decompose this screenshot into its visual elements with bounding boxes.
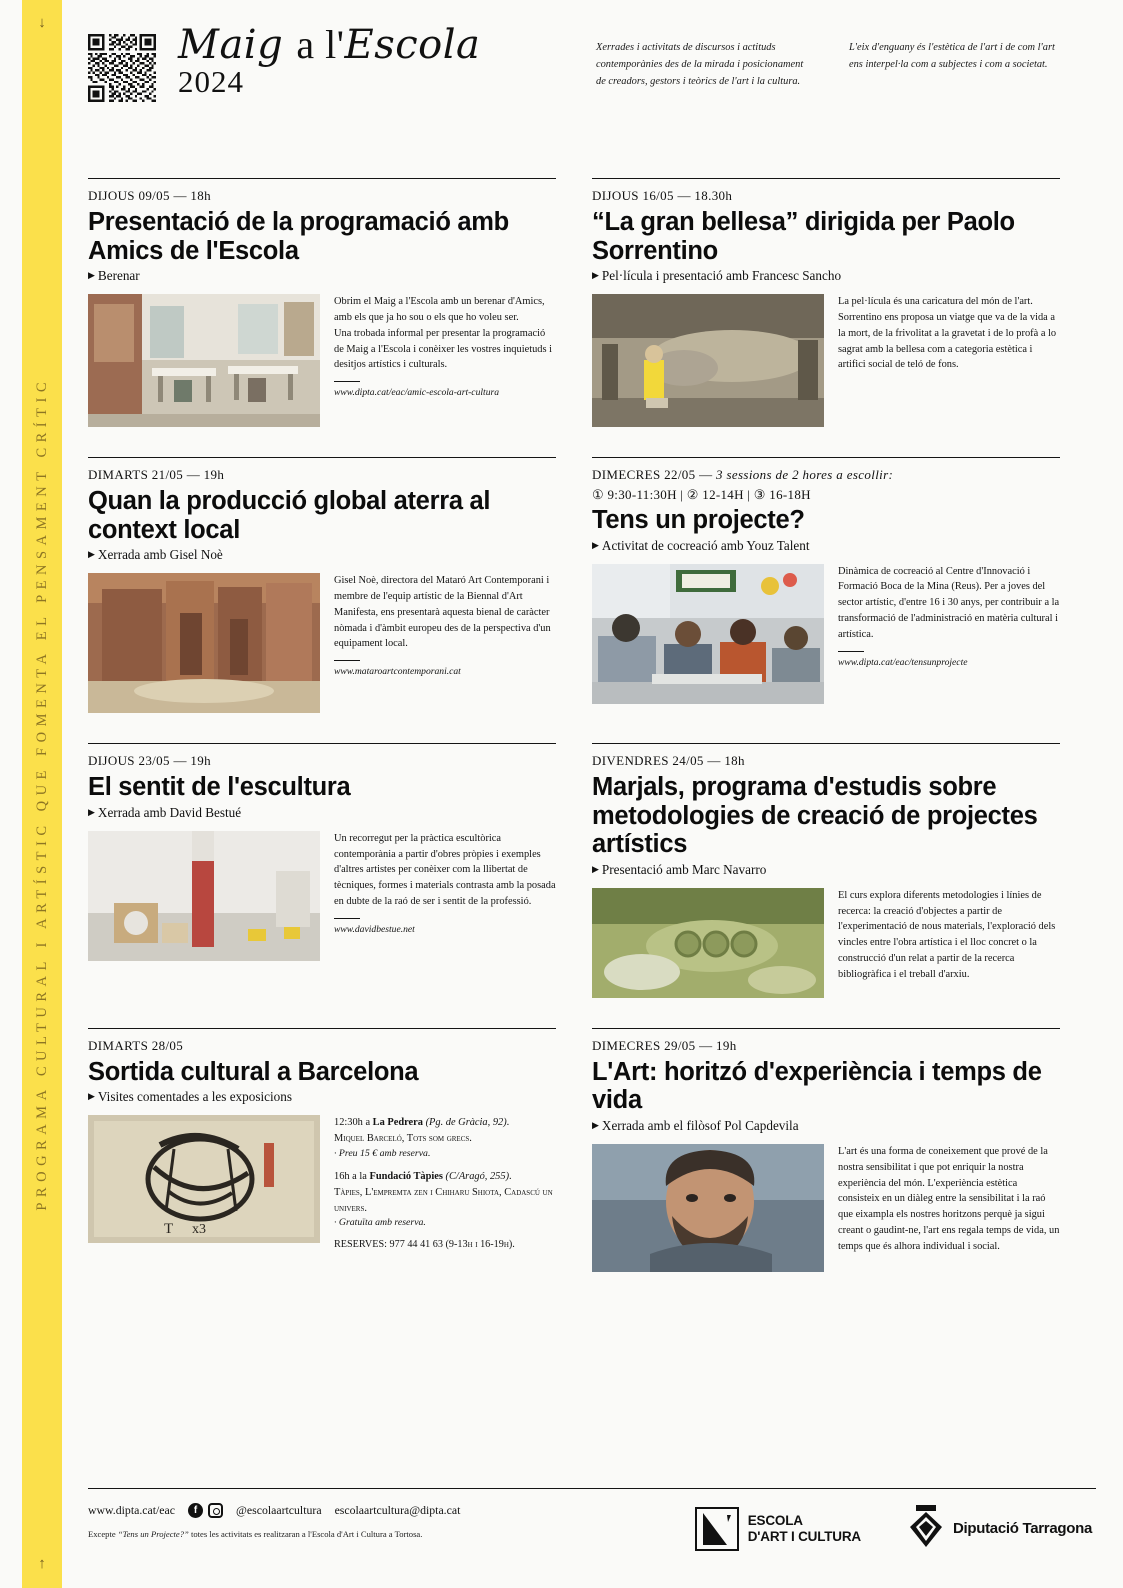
event-description: La pel·lícula és una caricatura del món de l'art. Sorrentino ens proposa un viatge que va de la vida a la mort, de la frivolitat a la gravetat i de lo profà a lo sagrat amb la bellesa com a categoria estètica i artifici social de teló de fons. (838, 296, 1057, 371)
event-subtitle (592, 862, 1060, 878)
event-date-text: DIMECRES 22/05 — (592, 467, 717, 483)
event-date: DIMARTS 28/05 (88, 1037, 184, 1053)
event-date: DIMARTS 21/05 — 19h (88, 467, 225, 483)
title-word-maig: Maig (178, 22, 284, 68)
event-text (334, 1115, 556, 1249)
qr-code-icon[interactable] (88, 34, 156, 102)
event-subtitle-text: Xerrada amb David Bestué (97, 804, 242, 820)
footer-note-pre: Excepte (88, 1529, 118, 1539)
url-separator (838, 651, 864, 652)
event-subtitle-text: Xerrada amb el filòsof Pol Capdevila (601, 1117, 799, 1133)
event-subtitle-text: Berenar (97, 268, 140, 284)
event-text (838, 1144, 1060, 1272)
event-card-4[interactable] (88, 743, 568, 998)
page-title (178, 24, 480, 66)
footer-social-icons (188, 1503, 223, 1518)
url-separator (334, 660, 360, 661)
visit-detail: Miquel Barceló, Tots som grecs. (334, 1132, 472, 1144)
url-separator (334, 381, 360, 382)
event-subtitle-text: Activitat de cocreació amb Youz Talent (601, 537, 810, 553)
event-subtitle (592, 268, 1060, 284)
diputacio-logo-text: Diputació Tarragona (952, 1520, 1092, 1537)
event-photo-portrait-man (592, 1144, 824, 1272)
visit-item: 12:30h a La Pedrera (Pg. de Gràcia, 92). Miquel Barceló, Tots som grecs. · Preu 15 € amb reserva. (334, 1115, 556, 1161)
event-subtitle (88, 547, 556, 563)
bullet-triangle-icon: ▶ (88, 549, 95, 560)
event-photo-sculpture-gallery (88, 831, 320, 961)
visit-address: (C/Aragó, 255) (442, 1171, 510, 1183)
footer-website[interactable]: www.dipta.cat/eac (88, 1503, 176, 1517)
event-body (88, 1115, 556, 1249)
event-title: L'Art: horitzó d'experiència i temps de vida (592, 1057, 1042, 1115)
event-text (838, 564, 1060, 704)
footer-contact-line (88, 1503, 695, 1518)
event-text (334, 831, 556, 961)
event-url[interactable]: www.dipta.cat/eac/amic-escola-art-cultura (334, 387, 500, 399)
facebook-icon[interactable]: f (188, 1503, 203, 1518)
event-description: L'art és una forma de coneixement que prové de la nostra sensibilitat i que pot enriquir la nostra experiència del món. L'experiència estètica consisteix en un diàleg entre la sensibilitat i la raó que eixampla els nostres horitzons perquè ja sigui creant o gaudint-ne, l'art ens regala temps de vida, un temps que és alhora individual i social. (838, 1145, 1060, 1252)
visit-reservations: RESERVES: 977 44 41 63 (9-13h i 16-19h). (334, 1238, 515, 1250)
title-year: 2024 (178, 64, 244, 99)
divider (592, 178, 1060, 179)
bullet-triangle-icon: ▶ (592, 1119, 599, 1130)
event-card-2[interactable] (88, 457, 568, 713)
event-photo-brick-architecture (88, 573, 320, 713)
event-subtitle-text: Xerrada amb Gisel Noè (97, 547, 223, 563)
event-subtitle (592, 1118, 1060, 1134)
poster-title-wrap (178, 24, 480, 100)
event-body (592, 888, 1060, 998)
visit-time: 16h a la (334, 1171, 370, 1183)
bullet-triangle-icon: ▶ (592, 270, 599, 281)
event-card-1[interactable] (592, 178, 1072, 427)
event-title: Marjals, programa d'estudis sobre metodologies de creació de projectes artístics (592, 773, 1038, 859)
event-photo-green-material-closeup (592, 888, 824, 998)
diputacio-crest-icon (907, 1503, 945, 1554)
escola-mark-icon (695, 1507, 739, 1551)
escola-logo-line2: D'ART I CULTURA (747, 1528, 861, 1544)
visit-time: 12:30h a (334, 1117, 373, 1129)
events-row (88, 457, 1096, 713)
event-title: “La gran bellesa” dirigida per Paolo Sorrentino (592, 208, 1015, 265)
event-subtitle-text: Pel·lícula i presentació amb Francesc Sancho (601, 268, 842, 284)
visit-item: 16h a la Fundació Tàpies (C/Aragó, 255). Tàpies, L'empremta zen i Chiharu Shiota, Cadascú un univers. · Gratuïta amb reserva. (334, 1169, 556, 1231)
event-description: El curs explora diferents metodologies i línies de recerca: la creació d'objectes a partir de l'experimentació de nous materials, l'exploració dels vincles entre l'obra artística i el lloc concret o la construcció d'un relat a partir de la recerca bibliogràfica i el treball d'arxiu. (838, 889, 1056, 980)
event-body (88, 573, 556, 713)
event-title: Sortida cultural a Barcelona (88, 1057, 419, 1086)
visit-note: · Preu 15 € amb reserva. (334, 1147, 431, 1159)
footer-inner (88, 1503, 1096, 1554)
bullet-triangle-icon: ▶ (592, 863, 599, 874)
footer-handle[interactable]: @escolaartcultura (236, 1503, 322, 1517)
blurb-left: Xerrades i activitats de discursos i actituds contemporànies des de la mirada i posicionament de creadors, gestors i teòrics de l'art i la cultura. (596, 42, 804, 87)
title-word-escola: Escola (344, 22, 481, 68)
escola-logo-text (748, 1513, 861, 1544)
event-body (88, 831, 556, 961)
bullet-triangle-icon: ▶ (88, 1091, 95, 1102)
visit-place: La Pedrera (372, 1117, 423, 1129)
event-url[interactable]: www.mataroartcontemporani.cat (334, 666, 461, 678)
escola-logo-line1: ESCOLA (747, 1512, 803, 1528)
event-subtitle (88, 268, 556, 284)
visit-detail: Tàpies, L'empremta zen i Chiharu Shiota, Cadascú un univers. (334, 1186, 553, 1214)
bullet-triangle-icon: ▶ (88, 806, 95, 817)
header-blurbs (596, 40, 1064, 91)
event-description (334, 294, 556, 373)
event-title: Quan la producció global aterra al context local (88, 487, 491, 544)
event-date-note: 3 sessions de 2 hores a escollir: (716, 467, 894, 483)
event-card-3[interactable] (592, 457, 1072, 713)
event-date: DIJOUS 09/05 — 18h (88, 188, 211, 203)
logo-diputacio-tarragona (907, 1503, 1092, 1554)
event-sessions: ① 9:30-11:30H | ② 12-14H | ③ 16-18H (592, 487, 811, 503)
event-description: Gisel Noè, directora del Mataró Art Contemporani i membre de l'equip artístic de la Biennal d'Art Manifesta, ens presentarà aquesta bienal de caràcter nòmada i d'àmbit europeu des de la perspectiva d'un equipament local. (334, 575, 551, 650)
event-body (592, 294, 1060, 427)
poster-header (88, 22, 1096, 138)
footer-note-italic: “Tens un Projecte?” (117, 1529, 189, 1539)
event-body (88, 294, 556, 427)
rail-tagline-text: PROGRAMA CULTURAL I ARTÍSTIC QUE FOMENTA EL PENSAMENT CRÍTIC (33, 377, 50, 1211)
divider (592, 1028, 1060, 1029)
svg-text:T: T (164, 1221, 174, 1238)
event-subtitle-text: Presentació amb Marc Navarro (601, 861, 767, 877)
event-text (334, 294, 556, 427)
event-card-0[interactable] (88, 178, 568, 427)
divider (592, 743, 1060, 744)
event-card-7[interactable] (592, 1028, 1072, 1272)
event-description: Dinàmica de cocreació al Centre d'Innovació i Formació Boca de la Mina (Reus). Per a joves del sector artístic, d'entre 16 i 30 anys, per contribuir a la transformació de l'administració en matèria cultural i artística. (838, 565, 1060, 640)
footer-logos (695, 1503, 1092, 1554)
visit-note: · Gratuïta amb reserva. (334, 1217, 426, 1229)
events-row (88, 178, 1096, 427)
bullet-triangle-icon: ▶ (88, 270, 95, 281)
event-desc-p1: Obrim el Maig a l'Escola amb un berenar d'Amics, amb els que ja ho sou o els que ho voleu ser. (334, 296, 545, 323)
event-title: El sentit de l'escultura (88, 773, 351, 802)
svg-text:x3: x3 (192, 1222, 206, 1238)
url-separator (334, 918, 360, 919)
event-card-6[interactable] (88, 1028, 568, 1272)
events-row (88, 743, 1096, 998)
title-word-a-l: a l' (296, 22, 345, 67)
bullet-triangle-icon: ▶ (592, 539, 599, 550)
logo-escola-dart-i-cultura (695, 1507, 861, 1551)
event-text (334, 573, 556, 713)
instagram-icon[interactable] (208, 1503, 223, 1518)
divider (88, 1028, 556, 1029)
divider (88, 178, 556, 179)
event-title: Presentació de la programació amb Amics de l'Escola (88, 208, 509, 265)
footer-divider (88, 1488, 1096, 1489)
event-text (838, 888, 1060, 998)
blurb-right: L'eix d'enguany és l'estètica de l'art i de com l'art ens interpel·la com a subjectes i com a societat. (849, 42, 1055, 70)
event-subtitle (88, 1089, 556, 1105)
poster-canvas (62, 0, 1123, 1588)
rail-arrow-up-icon: ↑ (38, 1555, 46, 1572)
event-date: DIVENDRES 24/05 — 18h (592, 753, 745, 769)
rail-arrow-down-icon: ↓ (38, 15, 46, 31)
event-photo-barcelo-artwork (88, 1115, 320, 1243)
divider (88, 743, 556, 744)
footer-email[interactable]: escolaartcultura@dipta.cat (334, 1503, 461, 1517)
event-body (592, 1144, 1060, 1272)
event-date: DIMECRES 29/05 — 19h (592, 1037, 737, 1053)
divider (592, 457, 1060, 458)
event-subtitle (88, 805, 556, 821)
event-card-5[interactable] (592, 743, 1072, 998)
event-url[interactable]: www.dipta.cat/eac/tensunprojecte (838, 656, 968, 668)
visit-address: (Pg. de Gràcia, 92) (422, 1117, 507, 1129)
visit-place: Fundació Tàpies (369, 1171, 443, 1183)
event-date (592, 467, 1060, 483)
events-grid (88, 178, 1096, 1272)
divider (88, 457, 556, 458)
event-title: Tens un projecte? (592, 506, 805, 535)
event-photo-workshop-group (592, 564, 824, 704)
footer-contact-block (88, 1503, 695, 1539)
event-date: DIJOUS 23/05 — 19h (88, 753, 211, 769)
event-url[interactable]: www.davidbestue.net (334, 923, 415, 935)
footer-note-post: totes les activitats es realitzaran a l'Escola d'Art i Cultura a Tortosa. (188, 1529, 423, 1539)
event-desc-p2: Una trobada informal per presentar la programació de Maig a l'Escola i conèixer les vostres inquietuds i desitjos artístics i culturals. (334, 327, 553, 371)
event-subtitle-text: Visites comentades a les exposicions (97, 1089, 292, 1105)
vertical-tagline-rail (22, 0, 62, 1588)
poster-footer (88, 1488, 1096, 1554)
event-text (838, 294, 1060, 427)
event-photo-interior-classroom (88, 294, 320, 427)
event-body (592, 564, 1060, 704)
event-description: Un recorregut per la pràctica escultòrica contemporània a partir d'obres pròpies i exemples d'altres artistes per conèixer com la llibertat de tècniques, formes i materials contrasta amb la posada en dubte de la raó de ser i sentit de la professió. (334, 832, 556, 907)
event-date: DIJOUS 16/05 — 18.30h (592, 188, 733, 203)
events-row (88, 1028, 1096, 1272)
event-photo-film-still-statue (592, 294, 824, 427)
event-subtitle (592, 538, 1060, 554)
footer-note (88, 1529, 695, 1539)
